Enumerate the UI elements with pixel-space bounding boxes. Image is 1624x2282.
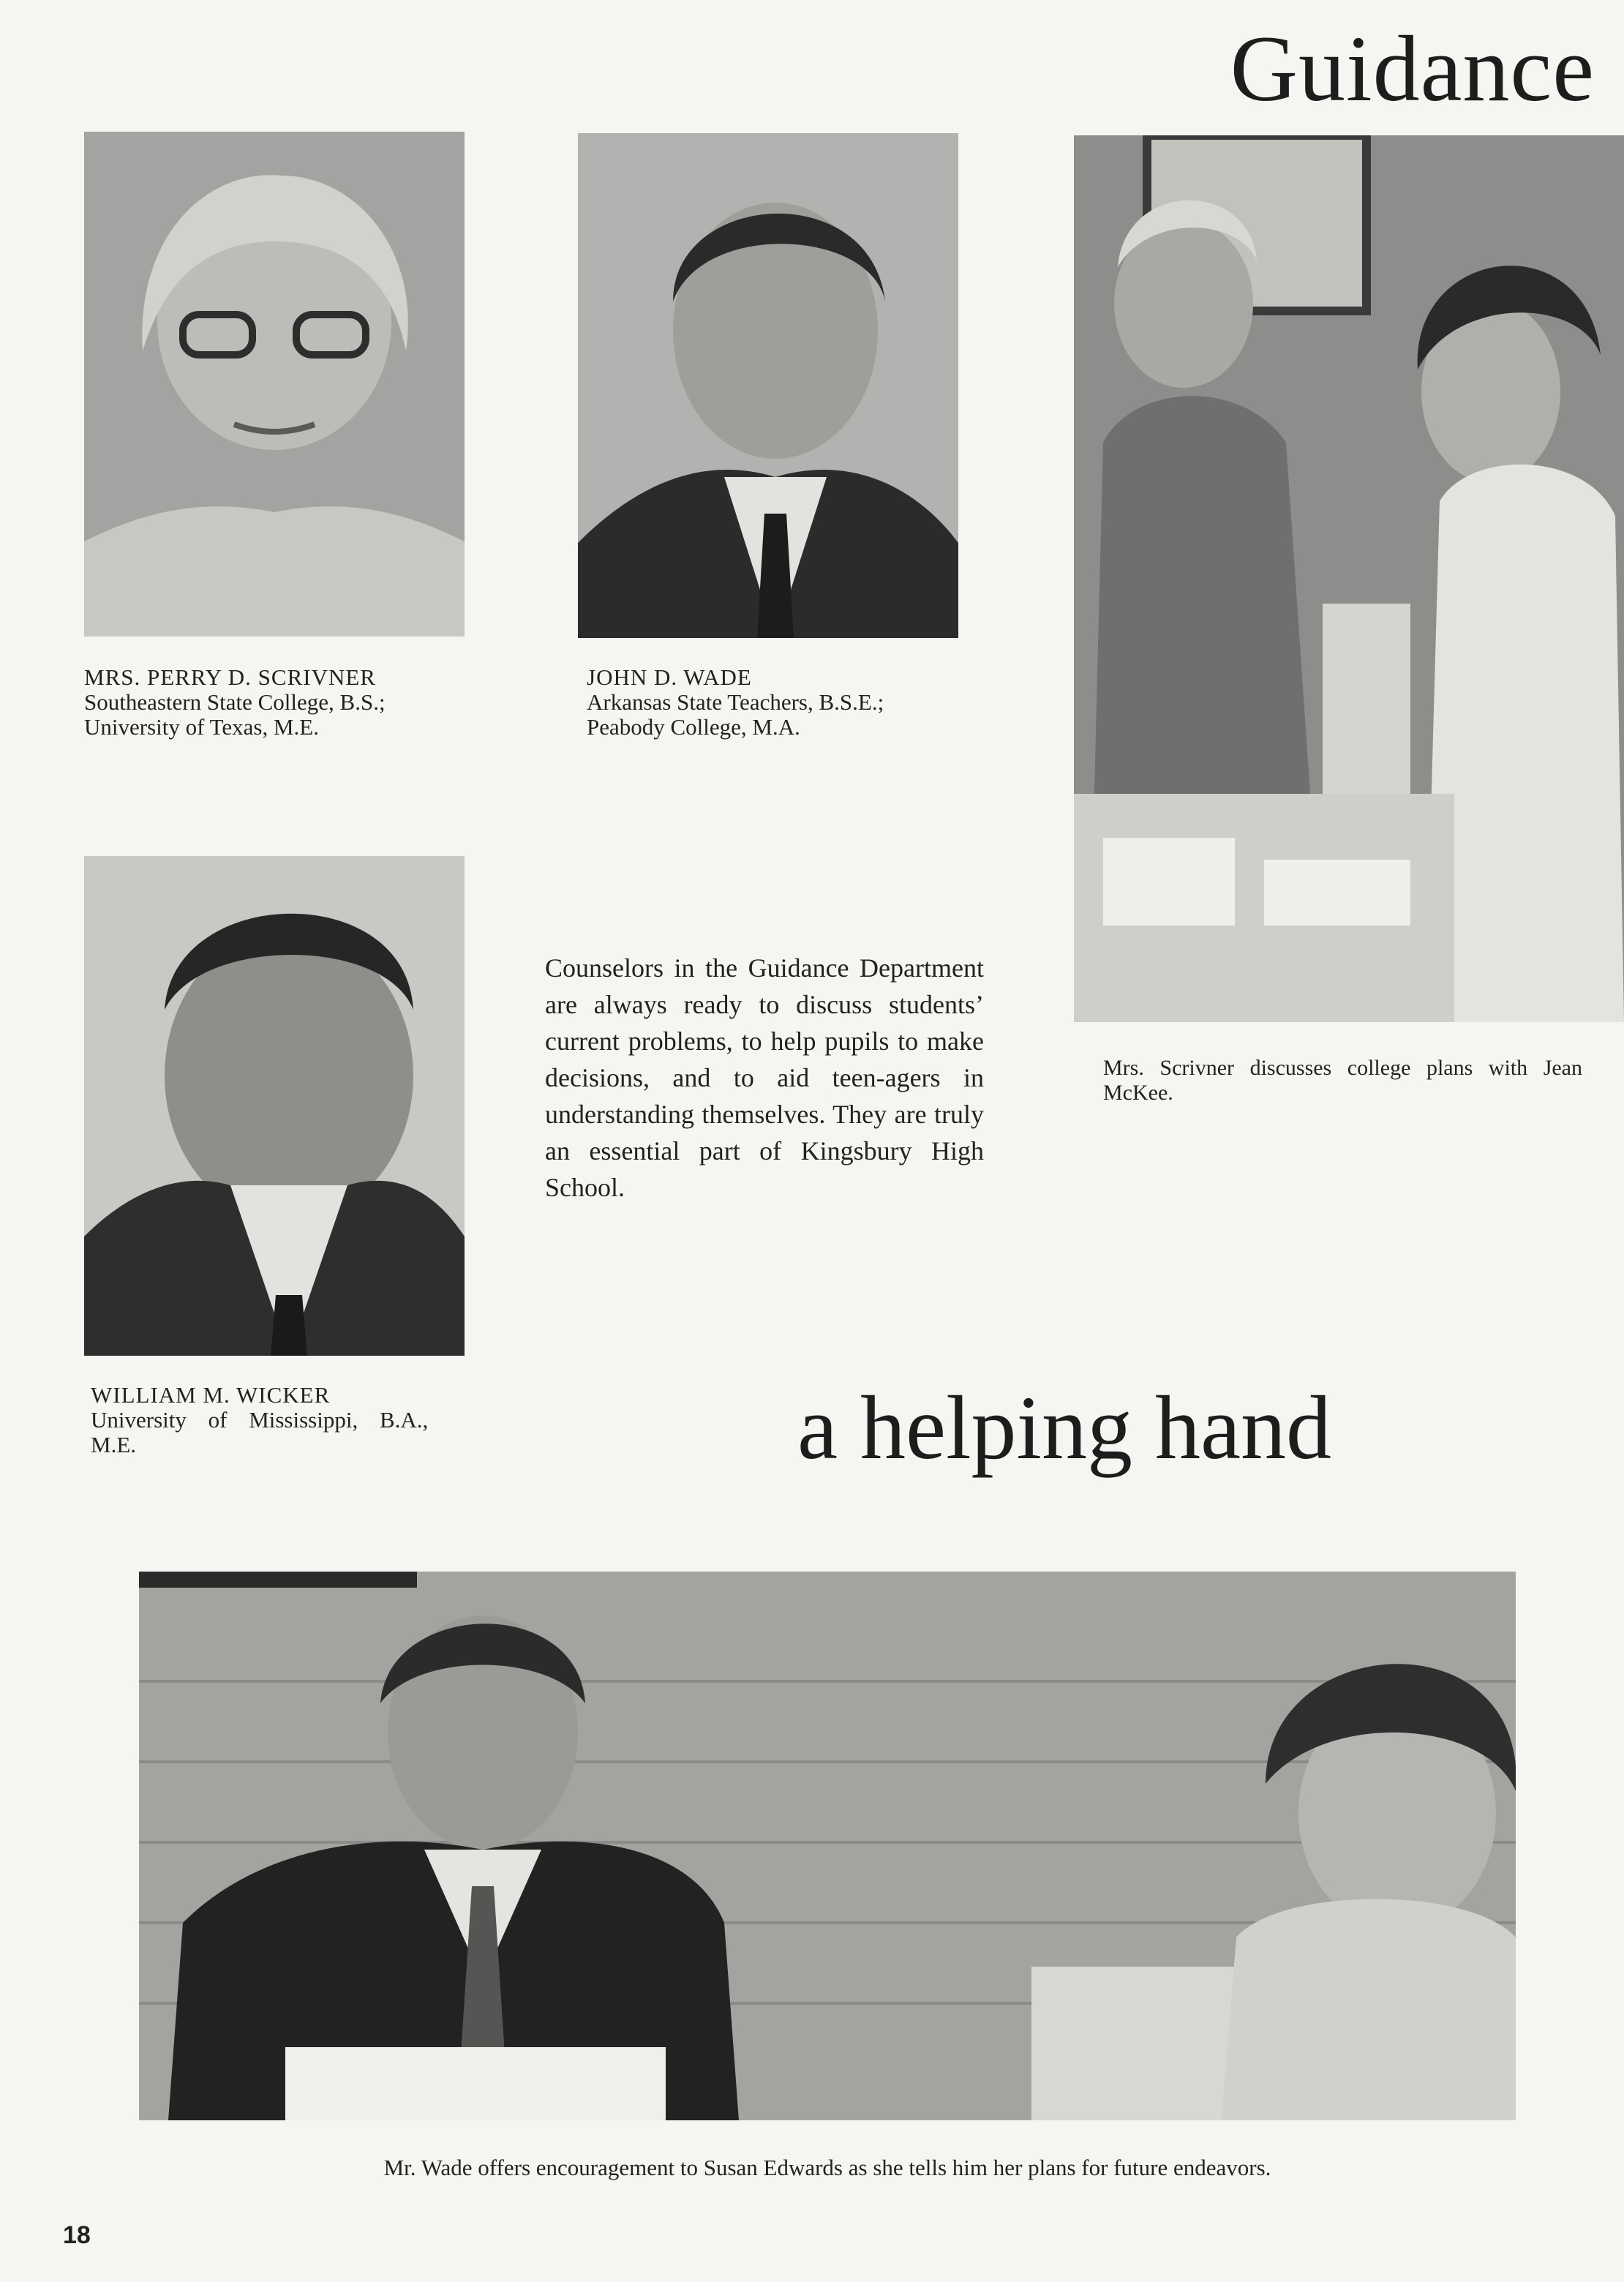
photo-scrivner-with-student (1074, 135, 1624, 1022)
staff-name: JOHN D. WADE (587, 664, 752, 690)
portrait-photo-wade (578, 133, 958, 638)
staff-credential: Southeastern State College, B.S.; (84, 689, 386, 715)
staff-entry-scrivner (84, 665, 468, 740)
page-subtitle: a helping hand (797, 1378, 1332, 1478)
caption-bottom: Mr. Wade offers encouragement to Susan Edwards as she tells him her plans for future endeavors. (383, 2155, 1271, 2180)
photo-wade-with-student (139, 1572, 1516, 2120)
body-text: Counselors in the Guidance Department are always ready to discuss students’ current problems, to help pupils to make decisions, and to aid teen-agers in understanding themselves. They are truly an essential part of Kingsbury High School. (545, 953, 984, 1202)
staff-credential: University of Texas, M.E. (84, 714, 319, 740)
staff-entry-wade (587, 665, 974, 740)
staff-name: WILLIAM M. WICKER (91, 1382, 331, 1408)
staff-name: MRS. PERRY D. SCRIVNER (84, 664, 376, 690)
portrait-photo-scrivner (84, 132, 465, 637)
caption-top-right: Mrs. Scrivner discusses college plans with Jean McKee. (1103, 1056, 1582, 1105)
page-title: Guidance (1230, 17, 1595, 121)
staff-credential: Peabody College, M.A. (587, 714, 800, 740)
page-number: 18 (63, 2221, 91, 2249)
staff-credential: M.E. (91, 1432, 136, 1457)
staff-entry-wicker (91, 1383, 478, 1457)
staff-credential: University of Mississippi, B.A., (91, 1407, 429, 1433)
portrait-photo-wicker (84, 856, 465, 1356)
staff-credential: Arkansas State Teachers, B.S.E.; (587, 689, 884, 715)
